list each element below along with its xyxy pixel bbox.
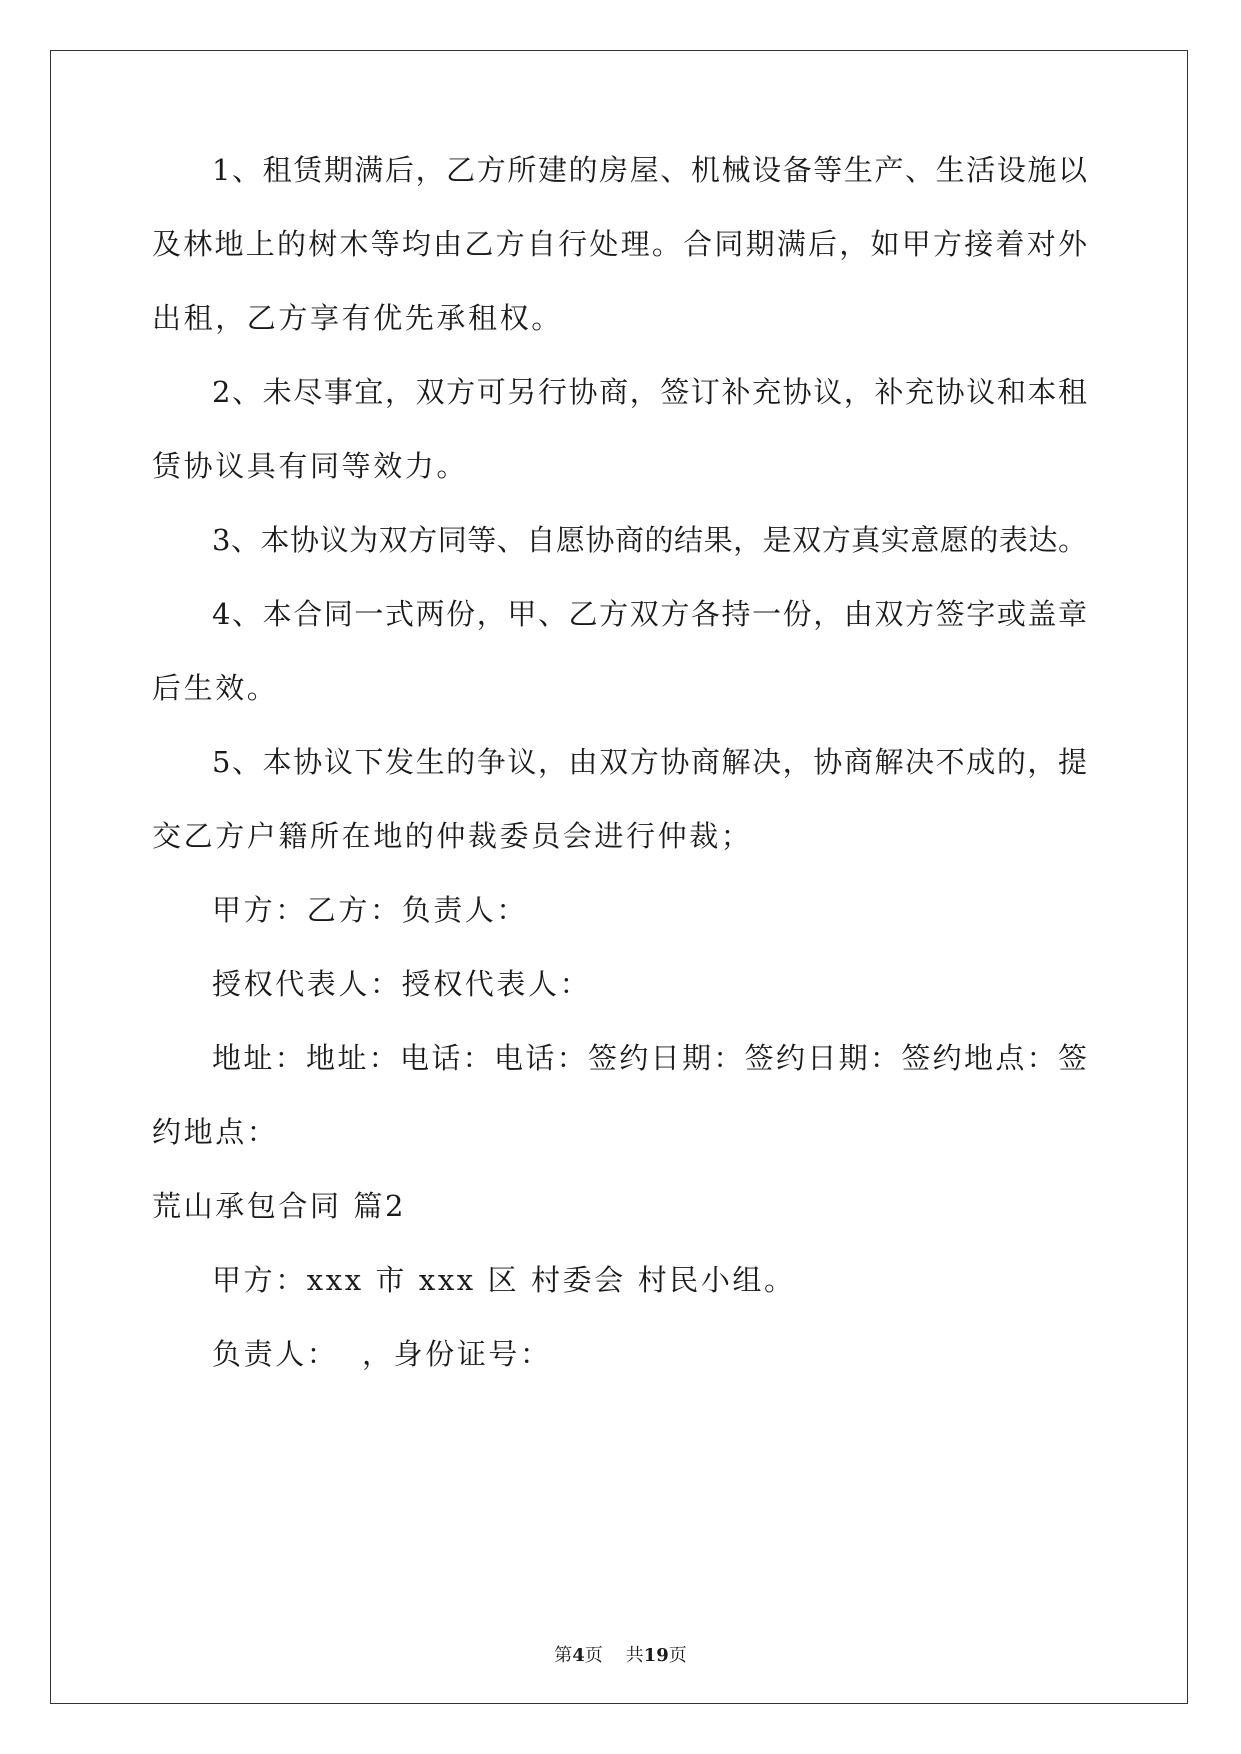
footer-page-suffix: 页 [584, 1645, 603, 1666]
paragraph-5-line-2: 交乙方户籍所在地的仲裁委员会进行仲裁； [152, 819, 753, 853]
paragraph-2-line-2: 赁协议具有同等效力。 [152, 449, 469, 483]
signature-parties: 甲方：乙方：负责人： [212, 893, 529, 927]
signature-details-line-2: 约地点： [152, 1115, 279, 1149]
paragraph-1-line-3: 出租，乙方享有优先承租权。 [152, 301, 563, 335]
paragraph-1-line-2: 及林地上的树木等均由乙方自行处理。合同期满后，如甲方接着对外 [152, 227, 1087, 261]
section-responsible-person: 负责人： ，身份证号： [212, 1337, 552, 1371]
footer-total-pages: 19 [643, 1645, 669, 1666]
signature-representatives: 授权代表人：授权代表人： [212, 967, 592, 1001]
footer-page-number: 4 [572, 1645, 585, 1666]
footer-prefix: 第 [554, 1645, 573, 1666]
paragraph-2-line-1: 2、未尽事宜，双方可另行协商，签订补充协议，补充协议和本租 [212, 375, 1087, 409]
footer-total-prefix: 共 [625, 1645, 644, 1666]
page-footer [0, 1644, 1241, 1668]
paragraph-4-line-2: 后生效。 [152, 671, 279, 705]
section-heading: 荒山承包合同 篇2 [152, 1189, 407, 1223]
section-party-a: 甲方：xxx 市 xxx 区 村委会 村民小组。 [212, 1263, 796, 1297]
footer-total-suffix: 页 [668, 1645, 687, 1666]
paragraph-3-line-1: 3、本协议为双方同等、自愿协商的结果，是双方真实意愿的表达。 [212, 523, 1087, 557]
signature-details-line-1: 地址：地址：电话：电话：签约日期：签约日期：签约地点：签 [212, 1041, 1087, 1075]
paragraph-5-line-1: 5、本协议下发生的争议，由双方协商解决，协商解决不成的，提 [212, 745, 1087, 779]
paragraph-1-line-1: 1、租赁期满后，乙方所建的房屋、机械设备等生产、生活设施以 [212, 153, 1087, 187]
paragraph-4-line-1: 4、本合同一式两份，甲、乙方双方各持一份，由双方签字或盖章 [212, 597, 1087, 631]
